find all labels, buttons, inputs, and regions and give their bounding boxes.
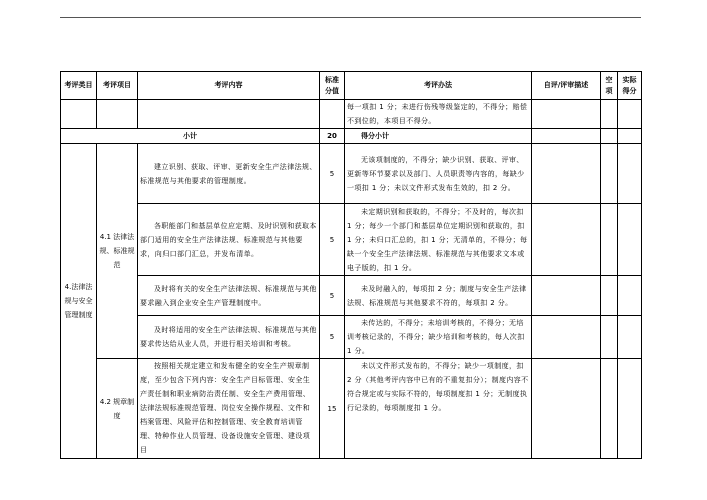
method-cell: 每一项扣 1 分；未进行伤残等级鉴定的，不得分；赔偿不到位的，本项目不得分。 [345,100,532,129]
method-cell: 未传达的，不得分；未培训考核的，不得分；无培训考核记录的，不得分；缺少培训和考核的，每人次扣 1 分。 [345,316,532,359]
header-actual-score: 实际得分 [618,72,642,100]
subtotal-label: 小计 [61,129,320,144]
content-cell: 各职能部门和基层单位应定期、及时识别和获取本部门适用的安全生产法律法规、标准规范与其他要求，向归口部门汇总，并发布清单。 [138,204,320,276]
table-row [61,204,642,276]
method-cell: 未定期识别和获取的，不得分；不及时的，每次扣 1 分；每少一个部门和基层单位定期识别和获取的，扣 1 分；未归口汇总的，扣 1 分；无清单的，不得分；每缺一个安全生产法律法规、标准规范与其他要求文本或电子版的，扣 1 分。 [345,204,532,276]
evaluation-table [60,71,642,459]
table-row [61,316,642,359]
item-cell-4-1: 4.1 法律法规、标准规范 [97,144,138,359]
subtotal-score: 20 [320,129,345,144]
header-item: 考评项目 [97,72,138,100]
method-cell: 未及时融入的，每项扣 2 分；制度与安全生产法律法规、标准规范与其他要求不符的，每项扣 2 分。 [345,276,532,316]
header-content: 考评内容 [138,72,320,100]
table-row [61,144,642,204]
page-top-rule [60,17,641,18]
header-row [61,72,642,100]
method-cell: 无该项制度的，不得分；缺少识别、获取、评审、更新等环节要求以及部门、人员职责等内容的，每缺少一项扣 1 分；未以文件形式发布生效的，扣 2 分。 [345,144,532,204]
table-row [61,359,642,459]
header-category: 考评类目 [61,72,97,100]
score-cell: 15 [320,359,345,459]
score-cell: 5 [320,204,345,276]
score-cell: 5 [320,276,345,316]
item-cell-4-2: 4.2 规章制度 [97,359,138,459]
content-cell: 建立识别、获取、评审、更新安全生产法律法规、标准规范与其他要求的管理制度。 [138,144,320,204]
header-vacant: 空项 [601,72,618,100]
table-row-continuation [61,100,642,129]
content-cell: 按照相关规定建立和发布健全的安全生产规章制度，至少包含下列内容：安全生产目标管理、安全生产责任制和职业病防治责任制、安全生产费用管理、法律法规标准规范管理、岗位安全操作规程、文件和档案管理、风险评估和控制管理、安全教育培训管理、特种作业人员管理、设备设施安全管理、建设项目 [138,359,320,459]
score-cell: 5 [320,316,345,359]
table-row-subtotal [61,129,642,144]
content-cell: 及时将适用的安全生产法律法规、标准规范与其他要求传达给从业人员，并进行相关培训和考核。 [138,316,320,359]
score-cell: 5 [320,144,345,204]
header-method: 考评办法 [345,72,532,100]
header-self-eval: 自评/评审描述 [532,72,601,100]
table-row [61,276,642,316]
content-cell: 及时将有关的安全生产法律法规、标准规范与其他要求融入到企业安全生产管理制度中。 [138,276,320,316]
method-cell: 未以文件形式发布的，不得分；缺少一项制度，扣 2 分（其他考评内容中已有的不重复扣分）；制度内容不符合规定或与实际不符的，每项制度扣 1 分；无制度执行记录的，每项制度扣 1 分。 [345,359,532,459]
category-cell: 4.法律法规与安全管理制度 [61,144,97,459]
subtotal-method: 得分小计 [345,129,532,144]
header-standard-score: 标准分值 [320,72,345,100]
